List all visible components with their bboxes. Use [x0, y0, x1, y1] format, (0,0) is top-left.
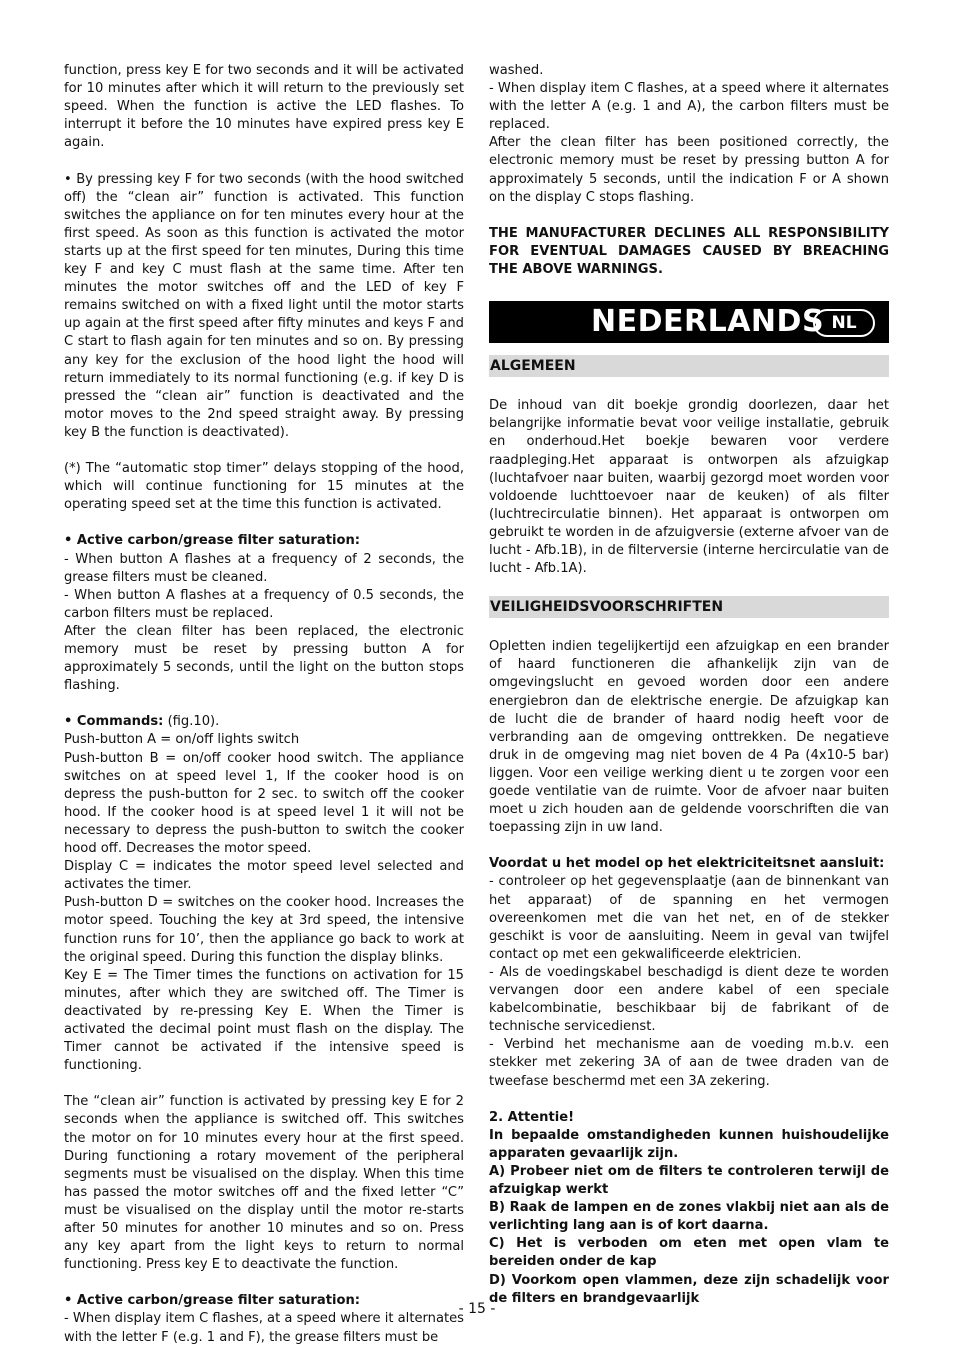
paragraph-led-function: function, press key E for two seconds and it will be activated for 10 minutes after which it will return to the previously set speed. When the function is active the LED flashes. To interrupt it before the 10 minutes have expired press key E again. — [64, 63, 464, 151]
command-a: Push-button A = on/off lights switch — [64, 732, 300, 748]
manufacturer-warning: THE MANUFACTURER DECLINES ALL RESPONSIBILITY FOR EVENTUAL DAMAGES CAUSED BY BREACHING THE ABOVE WARNINGS. — [489, 225, 889, 278]
section-heading-veiligheid: VEILIGHEIDSVOORSCHRIFTEN — [489, 596, 889, 618]
commands-heading — [64, 713, 464, 731]
left-column — [64, 62, 464, 1347]
attentie-a: A) Probeer niet om de filters te controleren terwijl de afzuigkap werkt — [489, 1163, 889, 1198]
command-d: Push-button D = switches on the cooker hood. Increases the motor speed. Touching the key at 3rd speed, the intensive function runs for 10’, then the appliance go back to work at the original speed. During this function the display blinks. — [64, 895, 464, 965]
paragraph-auto-stop-timer: (*) The “automatic stop timer” delays stopping of the hood, which will continue functioning for 15 minutes at the operating speed set at the time this function is activated. — [64, 461, 464, 513]
commands-label: • Commands: — [64, 714, 164, 730]
command-c: Display C = indicates the motor speed level selected and activates the timer. — [64, 859, 464, 893]
paragraph-filter-saturation-2: - When display item C flashes, at a speed where it alternates with the letter F (e.g. 1 and F), the grease filters must be — [64, 1311, 464, 1345]
page-number: - 15 - — [458, 1301, 496, 1317]
paragraph-clean-air-e: The “clean air” function is activated by pressing key E for 2 seconds when the appliance is switched off. This switches the motor on for 10 minutes every hour at the first speed. During functioning a rotary movement of the peripheral segments must be visualised on the display. When this time has passed the motor switches off and the fixed letter “C” must be visualised on the display until the motor re-starts after 50 minutes for another 10 minutes and so on. Press any key apart from the light keys to return to normal functioning. Press key E to deactivate the function. — [64, 1094, 464, 1273]
command-e: Key E = The Timer times the functions on activation for 15 minutes, after which they are switched off. The Timer is deactivated by re-pressing Key E. When the Timer is activated the decimal point must flash on the display. The Timer cannot be activated if the intensive speed is functioning. — [64, 967, 464, 1074]
language-title: NEDERLANDS — [591, 304, 825, 340]
attentie-d: D) Voorkom open vlammen, deze zijn schadelijk voor de filters en brandgevaarlijk — [489, 1272, 889, 1306]
section-heading-algemeen: ALGEMEEN — [489, 355, 889, 377]
heading-aansluiting: Voordat u het model op het elektriciteitsnet aansluit: — [489, 856, 885, 872]
command-b: Push-button B = on/off cooker hood switch. The appliance switches on at speed level 1, If the cooker hood is on depress the push-button for 2 sec. to switch off the cooker hood. If the cooker hood is at speed level 1 it will not be necessary to depress the push-button to switch the cooker hood off. Decreases the motor speed. — [64, 750, 464, 857]
attentie-b: B) Raak de lampen en de zones vlakbij niet aan als de verlichting lang aan is of kort daarna. — [489, 1200, 889, 1234]
attentie-c: C) Het is verboden om eten met open vlam te bereiden onder de kap — [489, 1236, 889, 1270]
paragraph-veiligheid: Opletten indien tegelijkertijd een afzuigkap en een brander of haard functioneren die afhankelijk zijn van de omgevingslucht en gevoed worden door een andere energiebron dan de elektrische energie. De afzuigkap kan de lucht die de brander of haard nodig heeft voor de verbranding aan de omgeving onttrekken. De negatieve druk in de omgeving mag niet boven de 4 Pa (4x10-5 bar) liggen. Voor een veilige werking dient u te zorgen voor een goede ventilatie van de ruimte. Voor de afvoer naar buiten moet u zich houden aan de geldende voorschriften die van toepassing zijn in uw land. — [489, 639, 889, 836]
language-code-badge: NL — [813, 309, 875, 337]
heading-filter-saturation-2: • Active carbon/grease filter saturation: — [64, 1293, 361, 1309]
paragraph-aansluiting: - controleer op het gegevensplaatje (aan de binnenkant van het apparaat) of de spanning en het vermogen overeenkomen met die van het net, en of de stekker geschikt is voor de aansluiting. Neem in geval van twijfel contact op met een gekwalificeerde elektricien. - Als de voedingskabel beschadigd is dient deze te worden vervangen door een andere kabel of een speciale kabelcombinatie, beschikbaar bij de fabrikant of de technische servicedienst. - Verbind het mechanisme aan de voeding m.b.v. een stekker met zekering 3A of aan de twee draden van de tweefase beschermd met een 3A zekering. — [489, 874, 889, 1089]
paragraph-filter-saturation: - When button A flashes at a frequency of 2 seconds, the grease filters must be cleaned. - When button A flashes at a frequency of 0.5 seconds, the carbon filters must be replaced. After the clean filter has been replaced, the electronic memory must be reset by pressing button A for approximately 5 seconds, until the light on the button stops flashing. — [64, 551, 464, 694]
paragraph-filter-reset: washed. - When display item C flashes, at a speed where it alternates with the letter A (e.g. 1 and A), the carbon filters must be replaced. After the clean filter has been positioned correctly, the electronic memory must be reset by pressing button A for approximately 5 seconds, until the indication F or A shown on the display C stops flashing. — [489, 63, 889, 205]
language-banner — [489, 301, 889, 343]
commands-fig-ref: (fig.10). — [167, 714, 220, 730]
heading-filter-saturation: • Active carbon/grease filter saturation: — [64, 533, 361, 549]
attentie-intro: In bepaalde omstandigheden kunnen huishoudelijke apparaten gevaarlijk zijn. — [489, 1127, 889, 1161]
right-column — [489, 62, 889, 1308]
heading-attentie: 2. Attentie! — [489, 1109, 575, 1125]
paragraph-algemeen: De inhoud van dit boekje grondig doorlezen, daar het belangrijke informatie bevat voor veilige installatie, gebruik en onderhoud.Het boekje bewaren voor verdere raadpleging.Het apparaat is ontworpen als afzuigkap (luchtafvoer naar buiten, waarbij gezorgd moet worden voor voldoende luchttoevoer naar de keuken) of als filter (luchtrecirculatie binnen). Het apparaat is ontworpen om gebruikt te worden in de afzuigversie (externe afvoer van de lucht - Afb.1B), in de filterversie (interne hercirculatie van de lucht - Afb.1A). — [489, 398, 889, 577]
paragraph-clean-air-f: • By pressing key F for two seconds (with the hood switched off) the “clean air” function is activated. This function switches the appliance on for ten minutes every hour at the first speed. As soon as this function is activated the motor starts up at the first speed for ten minutes, During this time key F and key C must flash at the same time. After ten minutes the motor switches off and the LED of key F remains switched on with a fixed light until the motor starts up again at the first speed after fifty minutes and keys F and C start to flash again for ten minutes and so on. By pressing any key for the exclusion of the hood light the hood will return immediately to its normal functioning (e.g. if key D is pressed the “clean air” function is deactivated and the motor moves to the 2nd speed straight away. By pressing key B the function is deactivated). — [64, 171, 464, 440]
